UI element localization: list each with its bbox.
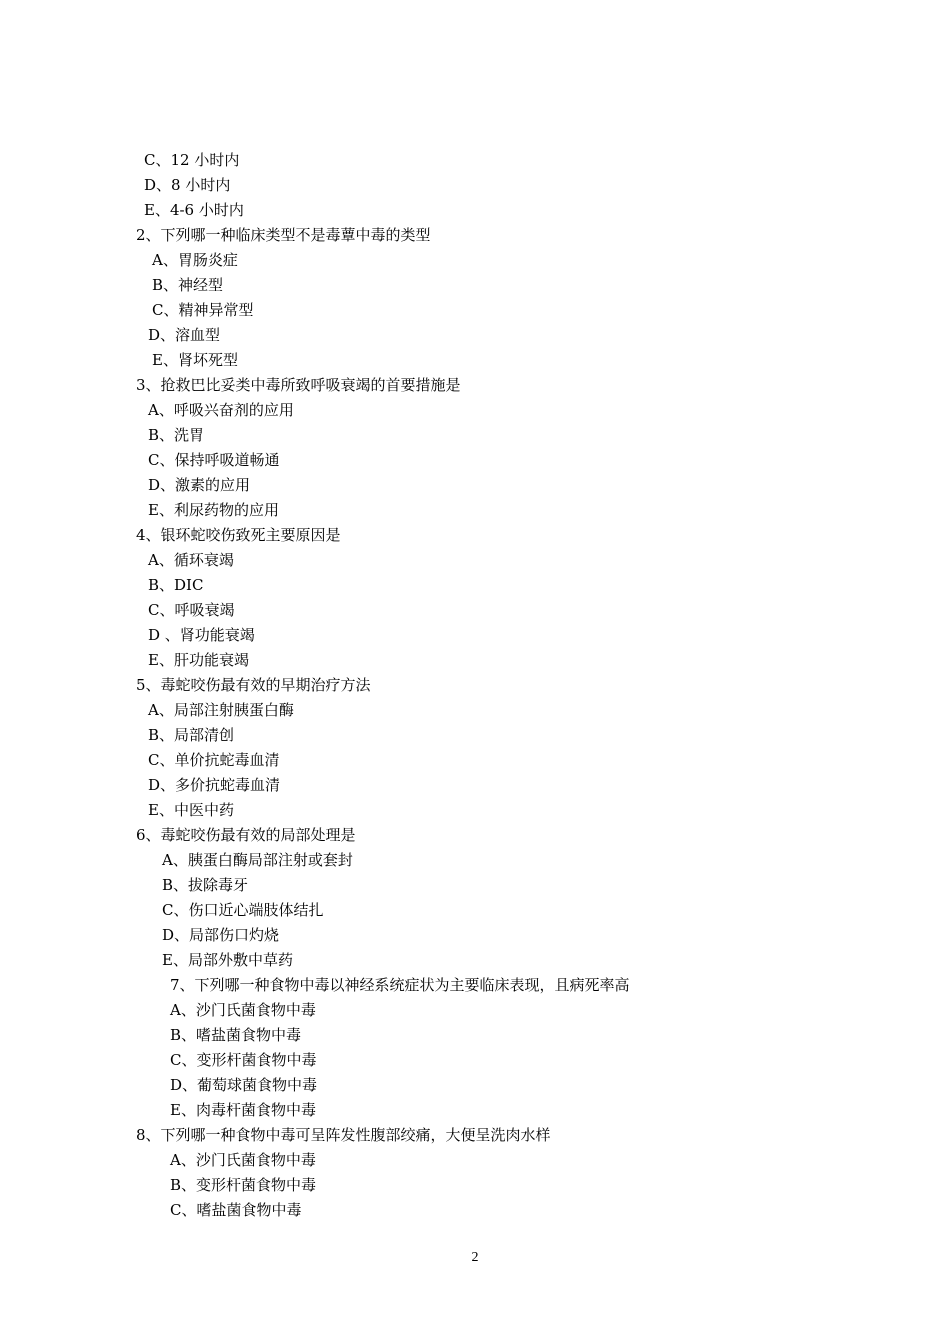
option-line: B、DIC (148, 576, 204, 594)
option-line: C、变形杆菌食物中毒 (170, 1051, 317, 1069)
option-line: C、精神异常型 (152, 301, 254, 319)
question-line: 5、毒蛇咬伤最有效的早期治疗方法 (136, 676, 371, 694)
question-line: 4、银环蛇咬伤致死主要原因是 (136, 526, 341, 544)
option-line: E、肝功能衰竭 (148, 651, 249, 669)
question-line: 2、下列哪一种临床类型不是毒蕈中毒的类型 (136, 226, 431, 244)
option-line: A、胰蛋白酶局部注射或套封 (162, 851, 353, 869)
question-line: 3、抢救巴比妥类中毒所致呼吸衰竭的首要措施是 (136, 376, 461, 394)
option-line: D、多价抗蛇毒血清 (148, 776, 281, 794)
option-line: B、拔除毒牙 (162, 876, 249, 894)
option-line: C、单价抗蛇毒血清 (148, 751, 280, 769)
option-line: D、葡萄球菌食物中毒 (170, 1076, 318, 1094)
option-line: B、变形杆菌食物中毒 (170, 1176, 317, 1194)
option-line: D、激素的应用 (148, 476, 251, 494)
option-line: C、12 小时内 (144, 151, 240, 169)
page-number: 2 (471, 1250, 479, 1265)
option-line: D、溶血型 (148, 326, 221, 344)
option-line: C、呼吸衰竭 (148, 601, 235, 619)
option-line: A、局部注射胰蛋白酶 (148, 701, 294, 719)
question-line: 8、下列哪一种食物中毒可呈阵发性腹部绞痛，大便呈洗肉水样 (136, 1126, 551, 1144)
option-line: A、呼吸兴奋剂的应用 (148, 401, 294, 419)
option-line: C、伤口近心端肢体结扎 (162, 901, 324, 919)
option-line: E、4-6 小时内 (144, 201, 244, 219)
option-line: D、局部伤口灼烧 (162, 926, 280, 944)
option-line: A、沙门氏菌食物中毒 (170, 1001, 316, 1019)
option-line: B、神经型 (152, 276, 224, 294)
option-line: D、8 小时内 (144, 176, 231, 194)
option-line: B、洗胃 (148, 426, 205, 444)
option-line: A、胃肠炎症 (152, 251, 238, 269)
option-line: E、肉毒杆菌食物中毒 (170, 1101, 316, 1119)
option-line: B、嗜盐菌食物中毒 (170, 1026, 302, 1044)
option-line: A、循环衰竭 (148, 551, 234, 569)
option-line: E、肾坏死型 (152, 351, 238, 369)
option-line: E、局部外敷中草药 (162, 951, 293, 969)
option-line: C、保持呼吸道畅通 (148, 451, 280, 469)
option-line: D 、肾功能衰竭 (148, 626, 255, 644)
option-line: B、局部清创 (148, 726, 235, 744)
option-line: C、嗜盐菌食物中毒 (170, 1201, 302, 1219)
question-line: 7、下列哪一种食物中毒以神经系统症状为主要临床表现，且病死率高 (170, 976, 630, 994)
option-line: E、中医中药 (148, 801, 234, 819)
question-line: 6、毒蛇咬伤最有效的局部处理是 (136, 826, 356, 844)
option-line: A、沙门氏菌食物中毒 (170, 1151, 316, 1169)
option-line: E、利尿药物的应用 (148, 501, 279, 519)
